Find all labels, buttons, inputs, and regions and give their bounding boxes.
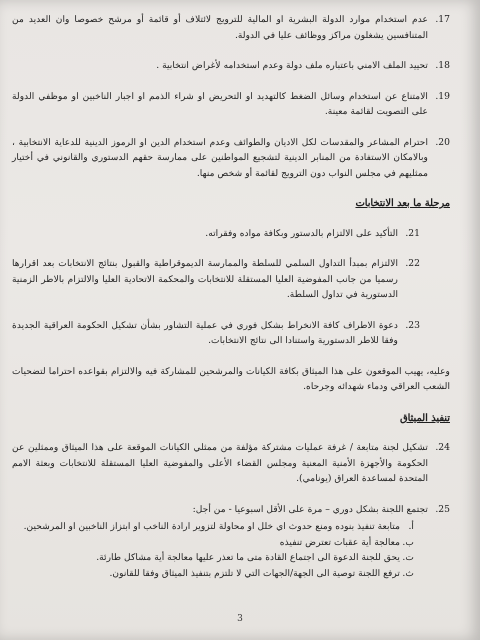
section-heading-post-election: مرحلة ما بعد الانتخابات <box>355 198 450 209</box>
clause-25-sublist <box>12 519 450 581</box>
clause-22 <box>12 256 450 303</box>
page-number: 3 <box>237 614 243 624</box>
clause-text: الالتزام بمبدأ التداول السلمي للسلطة والممارسة الديموقراطية والقبول بنتائج الانتخابات بعد اقرارها رسميا من جانب المفوضية العليا المستقلة للانتخابات والمحكمة الاتحادية العليا والالتزام بالاطر الزمنية الدستورية في تداول السلطة. <box>12 258 398 300</box>
clause-23 <box>12 318 450 349</box>
clause-text: الامتناع عن استخدام وسائل الضغط كالتهديد او التحريض او شراء الذمم او اجبار الناخبين او موظفي الدولة على التصويت لقائمة معينة. <box>12 90 428 117</box>
sub-item <box>12 550 414 566</box>
clause-text: احترام المشاعر والمقدسات لكل الاديان والطوائف وعدم استخدام الدين او الرموز الدينية للدعاية الانتخابية ، وبالامكان الاستفادة من المنابر الدينية لتشجيع المواطنين على ممارسة حقهم الدستوري والقانوني في أختيار ممثليهم في مجلس النواب دون الترويج لقائمة أو شخص منها. <box>12 136 428 179</box>
clause-21 <box>12 226 450 242</box>
sub-item-mark: ث. <box>402 567 414 579</box>
sub-item-mark: ت. <box>402 552 414 563</box>
clause-text: تحييد الملف الامني باعتباره ملف دولة وعدم استخدامه لأغراض انتخابية . <box>156 60 428 71</box>
clause-text: عدم استخدام موارد الدولة البشرية او المالية للترويج لائتلاف أو قائمة أو مرشح خصوصا وان العديد من المتنافسين يشغلون مراكز ووظائف عليا في الدولة. <box>12 14 428 41</box>
clause-25 <box>12 502 450 518</box>
clause-number: .25 <box>435 503 450 515</box>
document-body <box>12 12 450 581</box>
clause-18 <box>12 58 450 74</box>
section-heading-implementation: تنفيذ الميثاق <box>399 412 450 424</box>
sub-item-text: يحق للجنة الدعوة الى اجتماع القادة متى ما تعذر عليها معالجة أية مشاكل طارئة. <box>96 552 400 563</box>
clause-number: .23 <box>405 319 420 331</box>
clause-number: .21 <box>405 227 420 239</box>
sub-item-text: متابعة تنفيذ بنوده ومنع حدوث اي خلل او محاولة لتزوير ارادة الناخب او ابتزاز الناخبين او المرشحين. <box>23 521 400 532</box>
clause-number: .24 <box>435 442 450 453</box>
sub-item <box>12 519 414 535</box>
clause-text: تجتمع اللجنة بشكل دوري – مرة على الأقل اسبوعيا - من أجل: <box>192 503 428 515</box>
clause-number: .19 <box>435 90 450 102</box>
clause-text: تشكيل لجنة متابعة / غرفة عمليات مشتركة مؤلفة من ممثلي الكيانات الموقعة على هذا الميثاق وممثلين عن الحكومة والأجهزة الأمنية المعنية ومجلس القضاء الأعلى والمفوضية العليا المستقلة للانتخابات وبعثة الامم المتحدة لمساعدة العراق (يونامي). <box>12 442 428 484</box>
sub-item <box>12 566 414 582</box>
clause-number: .17 <box>435 14 450 25</box>
clause-text: دعوة الاطراف كافة الانخراط بشكل فوري في عملية التشاور بشأن تشكيل الحكومة العراقية الجديدة وفقا للاطر الدستورية واستنادا الى نتائج الانتخابات. <box>12 319 398 346</box>
closing-paragraph: وعليه، يهيب الموقعون على هذا الميثاق بكافة الكيانات والمرشحين للمشاركة فيه والالتزام بقواعده احتراما لتضحيات الشعب العراقي ودماء شهدائه وجرحاه. <box>12 365 450 392</box>
sub-item-mark: أ. <box>408 521 414 532</box>
clause-24 <box>12 440 450 487</box>
clause-19 <box>12 89 450 120</box>
clause-text: التأكيد على الالتزام بالدستور وبكافة مواده وفقراته. <box>205 227 398 239</box>
clause-number: .22 <box>405 258 420 269</box>
clause-number: .20 <box>435 136 450 148</box>
clause-number: .18 <box>435 60 450 71</box>
sub-item <box>12 535 414 551</box>
sub-item-text: ترفع اللجنة توصية الى الجهة/الجهات التي لا تلتزم بتنفيذ الميثاق وفقا للقانون. <box>109 567 400 579</box>
sub-item-text: معالجة أية عقبات تعترض تنفيذه <box>279 536 400 548</box>
sub-item-mark: ب. <box>402 536 414 548</box>
clause-17 <box>12 12 450 43</box>
clause-20 <box>12 135 450 182</box>
